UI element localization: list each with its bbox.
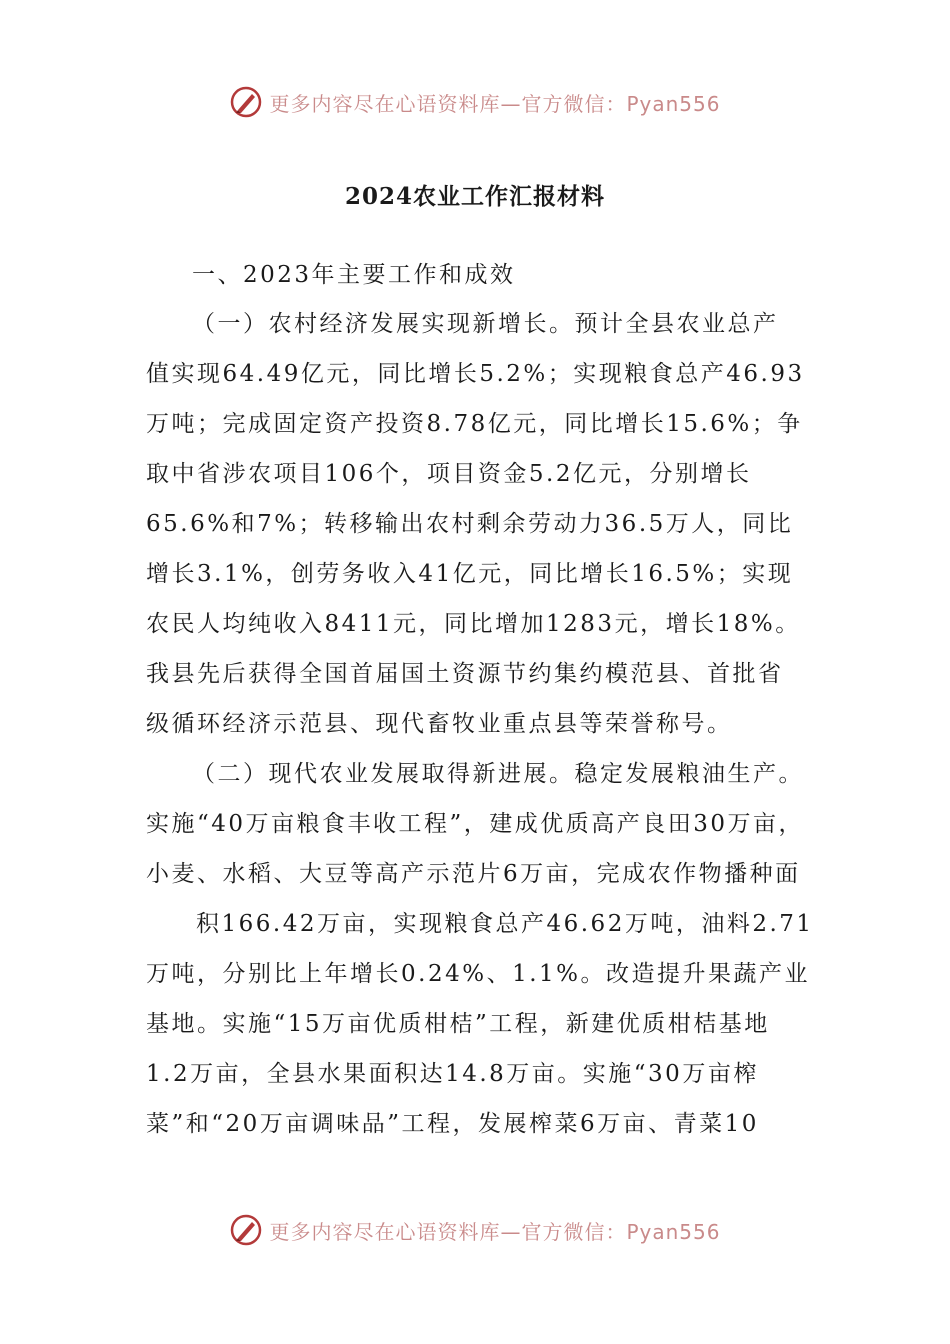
paragraph-line: 万吨；完成固定资产投资8.78亿元，同比增长15.6%；争 <box>146 411 803 437</box>
paragraph-line: 我县先后获得全国首届国土资源节约集约模范县、首批省 <box>146 661 784 687</box>
pen-logo-icon <box>229 85 263 119</box>
paragraph-line: 级循环经济示范县、现代畜牧业重点县等荣誉称号。 <box>146 711 733 737</box>
paragraph-line: 65.6%和7%；转移输出农村剩余劳动力36.5万人，同比 <box>146 511 794 537</box>
paragraph-line: 1.2万亩，全县水果面积达14.8万亩。实施“30万亩榨 <box>146 1061 759 1087</box>
paragraph-line: 增长3.1%，创劳务收入41亿元，同比增长16.5%；实现 <box>146 561 794 587</box>
paragraph-line: （二）现代农业发展取得新进展。稳定发展粮油生产。 <box>192 761 804 787</box>
watermark-text: 更多内容尽在心语资料库—官方微信：Pyan556 <box>269 1219 721 1244</box>
paragraph-line: 万吨，分别比上年增长0.24%、1.1%。改造提升果蔬产业 <box>146 961 810 987</box>
watermark-footer <box>0 1210 950 1250</box>
paragraph-line: 积166.42万亩，实现粮食总产46.62万吨，油料2.71 <box>196 911 814 937</box>
section-heading: 一、2023年主要工作和成效 <box>192 262 516 288</box>
watermark-header <box>0 82 950 122</box>
paragraph-line: 菜”和“20万亩调味品”工程，发展榨菜6万亩、青菜10 <box>146 1111 759 1137</box>
watermark-text: 更多内容尽在心语资料库—官方微信：Pyan556 <box>269 91 721 116</box>
paragraph-line: 取中省涉农项目106个，项目资金5.2亿元，分别增长 <box>146 461 752 487</box>
paragraph-line: 农民人均纯收入8411元，同比增加1283元，增长18%。 <box>146 611 801 637</box>
document-title: 2024农业工作汇报材料 <box>344 183 605 210</box>
paragraph-line: 小麦、水稻、大豆等高产示范片6万亩，完成农作物播种面 <box>146 861 801 887</box>
paragraph-line: 基地。实施“15万亩优质柑桔”工程，新建优质柑桔基地 <box>146 1011 770 1037</box>
pen-logo-icon <box>229 1213 263 1247</box>
paragraph-line: 实施“40万亩粮食丰收工程”，建成优质高产良田30万亩， <box>146 811 805 837</box>
paragraph-line: 值实现64.49亿元，同比增长5.2%；实现粮食总产46.93 <box>146 361 805 387</box>
paragraph-line: （一）农村经济发展实现新增长。预计全县农业总产 <box>192 311 779 337</box>
